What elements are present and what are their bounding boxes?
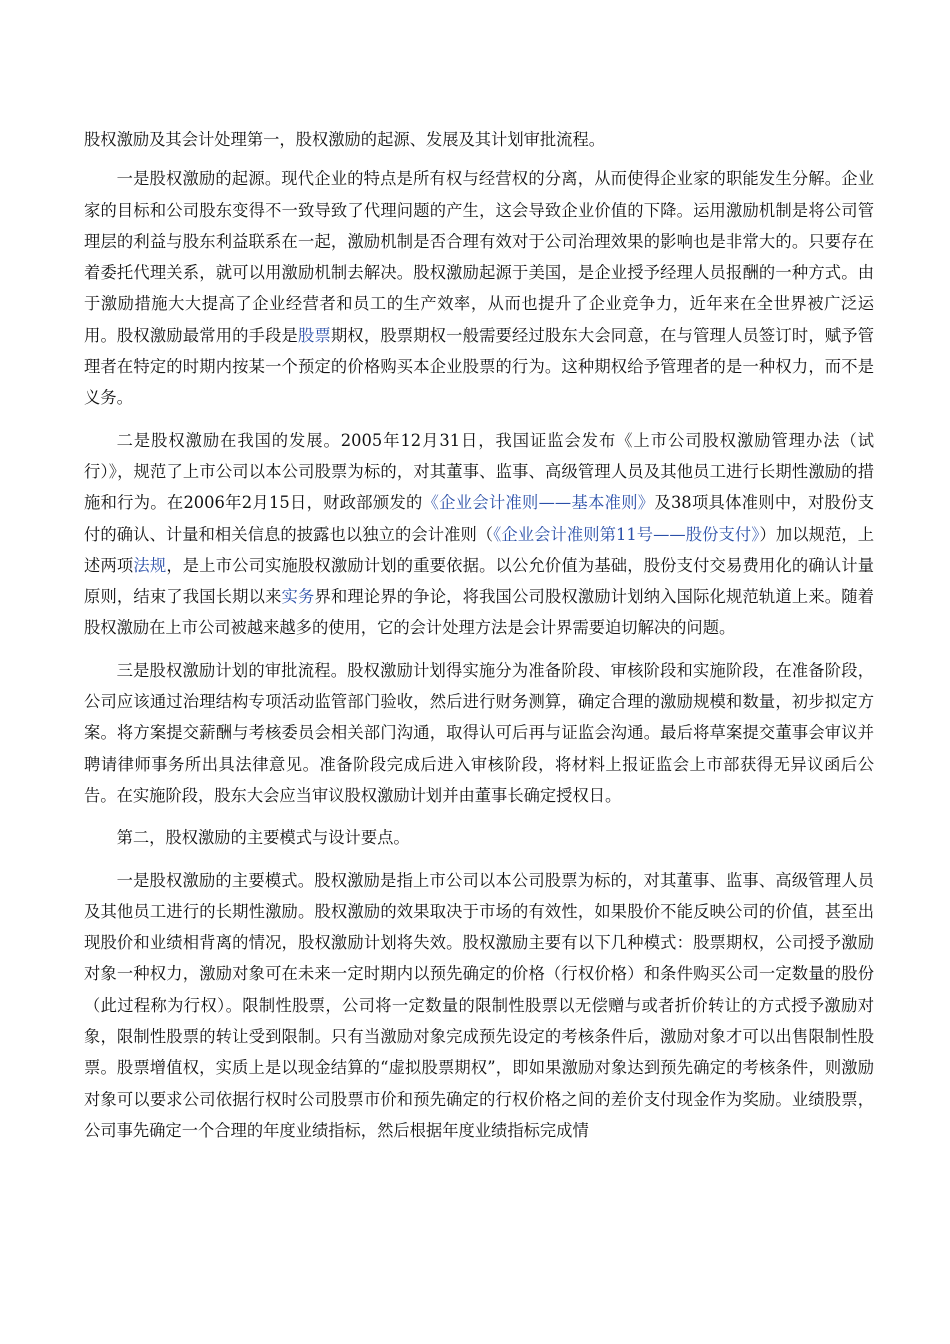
paragraph-origin-text-b: 期权，股票期权一般需要经过股东大会同意，在与管理人员签订时，赋予管理者在特定的时期内按某一个预定的价格购买本企业股票的行为。这种期权给予管理者的是一种权力，而不是义务。: [84, 325, 874, 408]
link-practice[interactable]: 实务: [281, 587, 315, 607]
paragraph-section-two-heading: 第二，股权激励的主要模式与设计要点。: [116, 828, 410, 848]
paragraph-origin-text-a: 一是股权激励的起源。现代企业的特点是所有权与经营权的分离，从而使得企业家的职能发生分解。企业家的目标和公司股东变得不一致导致了代理问题的产生，这会导致企业价值的下降。运用激励机制是将公司管理层的利益与股东利益联系在一起，激励机制是否合理有效对于公司治理效果的影响也是非常大的。只要存在着委托代理关系，就可以用激励机制去解决。股权激励起源于美国，是企业授予经理人员报酬的一种方式。由于激励措施大大提高了企业经营者和员工的生产效率，从而也提升了企业竞争力，近年来在全世界被广泛运用。股权激励最常用的手段是: [84, 169, 874, 345]
paragraph-development-text-e: 界和理论界的争论，将我国公司股权激励计划纳入国际化规范轨道上来。随着股权激励在上市公司被越来越多的使用，它的会计处理方法是会计界需要迫切解决的问题。: [84, 587, 874, 638]
paragraph-main-modes: 一是股权激励的主要模式。股权激励是指上市公司以本公司股票为标的，对其董事、监事、高级管理人员及其他员工进行的长期性激励。股权激励的效果取决于市场的有效性，如果股价不能反映公司的价值，甚至出现股价和业绩相背离的情况，股权激励计划将失效。股权激励主要有以下几种模式：股票期权，公司授予激励对象一种权力，激励对象可在未来一定时期内以预先确定的价格（行权价格）和条件购买公司一定数量的股份（此过程称为行权）。限制性股票，公司将一定数量的限制性股票以无偿赠与或者折价转让的方式授予激励对象，限制性股票的转让受到限制。只有当激励对象完成预先设定的考核条件后，激励对象才可以出售限制性股票。股票增值权，实质上是以现金结算的“虚拟股票期权”，即如果激励对象达到预先确定的考核条件，则激励对象可以要求公司依据行权时公司股票市价和预先确定的行权价格之间的差价支付现金作为奖励。业绩股票，公司事先确定一个合理的年度业绩指标，然后根据年度业绩指标完成情: [84, 870, 874, 1140]
paragraph-development-text-c: ）加以规范，上述两项: [84, 524, 874, 575]
document-page: [84, 124, 874, 1157]
document-title-line: 股权激励及其会计处理第一，股权激励的起源、发展及其计划审批流程。: [84, 130, 606, 149]
paragraph-development-text-b: 及38项具体准则中，对股份支付的确认、计量和相关信息的披露也以独立的会计准则（: [84, 493, 874, 544]
link-stock[interactable]: 股票: [298, 325, 331, 345]
paragraph-development: [84, 425, 874, 644]
paragraph-development-text-a: 二是股权激励在我国的发展。2005年12月31日，我国证监会发布《上市公司股权激励管理办法（试行）》，规范了上市公司以本公司股票为标的，对其董事、监事、高级管理人员及其他员工进行长期性激励的措施和行为。在2006年2月15日，财政部颁发的: [84, 430, 874, 513]
paragraph-approval-process: 三是股权激励计划的审批流程。股权激励计划得实施分为准备阶段、审核阶段和实施阶段，在准备阶段，公司应该通过治理结构专项活动监管部门验收，然后进行财务测算，确定合理的激励规模和数量，初步拟定方案。将方案提交薪酬与考核委员会相关部门沟通，取得认可后再与证监会沟通。最后将草案提交董事会审议并聘请律师事务所出具法律意见。准备阶段完成后进入审核阶段，将材料上报证监会上市部获得无异议函后公告。在实施阶段，股东大会应当审议股权激励计划并由董事长确定授权日。: [84, 660, 874, 805]
paragraph-development-text-d: ，是上市公司实施股权激励计划的重要依据。以公允价值为基础，股份支付交易费用化的确认计量原则，结束了我国长期以来: [84, 555, 874, 607]
link-regulations[interactable]: 法规: [133, 555, 167, 575]
link-accounting-standard-11[interactable]: 《企业会计准则第11号——股份支付》: [493, 524, 760, 544]
paragraph-origin: [84, 163, 874, 413]
link-basic-accounting-standard[interactable]: 《企业会计准则——基本准则》: [422, 493, 655, 513]
